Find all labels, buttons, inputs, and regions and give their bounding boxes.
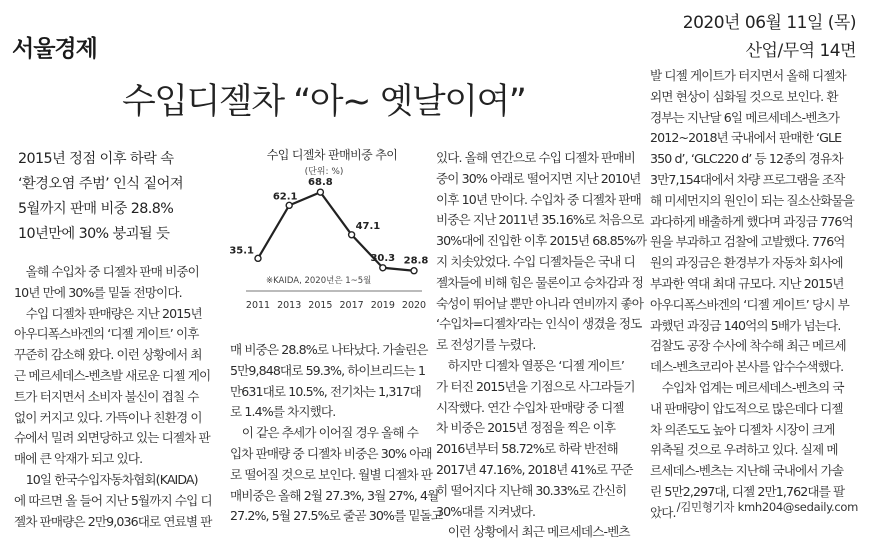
- article-line: 30%대를 지켜냈다.: [436, 503, 536, 519]
- chart-data-label: 35.1: [229, 245, 254, 257]
- article-line: 과다하게 배출하게 했다며 과징금 776억: [650, 213, 853, 229]
- chart-unit: (단위: %): [304, 167, 344, 177]
- article-line: 근 메르세데스-벤츠발 새로운 디젤 게이: [14, 367, 211, 383]
- article-line: 매비중은 올해 2월 27.3%, 3월 27%, 4월: [230, 487, 439, 503]
- chart-point: [380, 265, 386, 271]
- article-column-4: [650, 66, 860, 524]
- article-line: 지 치솟았었다. 수입 디젤차들은 국내 디: [436, 253, 635, 269]
- chart-data-label: 47.1: [355, 220, 381, 232]
- article-line: 30%대에 진입한 이후 2015년 68.85%까: [436, 233, 647, 249]
- chart-point: [317, 189, 323, 195]
- article-line: 차 의존도도 높아 디젤차 시장이 크게: [650, 421, 835, 437]
- article-line: 데스-벤츠코리아 본사를 압수수색했다.: [650, 359, 844, 375]
- chart-data-label: 30.3: [370, 252, 396, 264]
- article-line: 비중은 지난 2011년 35.16%로 처음으로: [436, 212, 644, 228]
- chart-x-tick-label: 2013: [277, 300, 302, 311]
- article-line: 검찰도 공장 수사에 착수해 최근 메르세: [650, 338, 846, 354]
- article-line: 이후 10년 만이다. 수입차 중 디젤차 판매: [436, 191, 641, 207]
- article-line: 이 같은 추세가 이어질 경우 올해 수: [230, 425, 419, 441]
- chart-source-note: ※KAIDA, 2020년은 1~5월: [266, 276, 372, 286]
- article-column-1: [14, 262, 222, 532]
- chart-x-tick-label: 2017: [339, 300, 364, 311]
- article-line: 부과한 역대 최대 규모다. 지난 2015년: [650, 275, 844, 291]
- article-line: 차 비중은 2015년 정점을 찍은 이후: [436, 420, 616, 436]
- article-line: 아우디폭스바겐의 ‘디젤 게이트’ 이후: [14, 326, 199, 342]
- article-line: 없이 커지고 있다. 가뜩이나 친환경 이: [14, 409, 202, 425]
- chart-data-label: 68.8: [308, 177, 333, 189]
- subheadline: [18, 147, 233, 247]
- article-line: ‘수입차=디젤차’라는 인식이 생겼을 정도: [436, 316, 642, 332]
- subhead-line: 2015년 정점 이후 하락 속: [18, 151, 174, 167]
- article-line: 린 5만2,297대, 디젤 2만1,762대를 팔: [650, 483, 845, 499]
- article-line: 있다. 올해 연간으로 수입 디젤차 판매비: [436, 150, 635, 165]
- article-line: 올해 수입차 중 디젤차 판매 비중이: [14, 264, 199, 279]
- article-line: 중이 30% 아래로 떨어지면 지난 2010년: [436, 170, 641, 186]
- article-line: 가 터진 2015년을 기점으로 사그라들기: [436, 378, 635, 394]
- masthead: 서울경제: [12, 36, 97, 62]
- article-line: 숙성이 뛰어날 뿐만 아니라 연비까지 좋아: [436, 295, 644, 311]
- article-line: 3만7,154대에서 차량 프로그램을 조작: [650, 171, 845, 187]
- article-line: 았다.: [650, 504, 676, 520]
- article-line: 10일 한국수입자동차협회(KAIDA): [14, 471, 198, 487]
- headline: 수입디젤차 “아~ 옛날이여”: [122, 82, 526, 122]
- chart-point: [255, 255, 261, 261]
- issue-date: 2020년 06월 11일 (목): [682, 13, 856, 33]
- subhead-line: 10년만에 30% 붕괴될 듯: [18, 226, 170, 242]
- subhead-line: ‘환경오염 주범’ 인식 짙어져: [18, 176, 184, 192]
- chart-point: [411, 268, 417, 274]
- article-line: 해 미세먼지의 원인이 되는 질소산화물을: [650, 192, 854, 208]
- article-line: 350 d’, ‘GLC220 d’ 등 12종의 경유차: [650, 151, 843, 167]
- chart-data-label: 62.1: [272, 191, 298, 203]
- article-column-2: [230, 340, 443, 527]
- article-line: 2017년 47.16%, 2018년 41%로 꾸준: [436, 461, 633, 477]
- article-line: 로 1.4%를 차지했다.: [230, 404, 336, 420]
- article-line: 위축될 것으로 우려하고 있다. 실제 메: [650, 442, 838, 458]
- article-line: 원을 부과하고 검찰에 고발했다. 776억: [650, 234, 845, 250]
- chart-x-tick-label: 2020: [401, 300, 427, 311]
- article-line: 히 떨어지다 지난해 30.33%로 간신히: [436, 482, 627, 498]
- article-line: 에 따르면 올 들어 지난 5월까지 수입 디: [14, 492, 212, 508]
- article-line: 27.2%, 5월 27.5%로 줄곧 30%를 밑돌고: [230, 508, 443, 524]
- chart-point: [286, 202, 292, 208]
- article-line: 입차 판매량 중 디젤차 비중은 30% 아래: [230, 445, 432, 461]
- article-line: 로 전성기를 누렸다.: [436, 337, 536, 353]
- article-line: 매에 큰 악재가 되고 있다.: [14, 451, 143, 467]
- article-line: 내 판매량이 압도적으로 많은데다 디젤: [650, 400, 843, 416]
- article-line: 젤차 판매량은 2만9,036대로 연료별 판: [14, 513, 212, 529]
- article-line: 젤차들에 비해 힘은 물론이고 승차감과 정: [436, 274, 644, 290]
- subhead-line: 5월까지 판매 비중 28.8%: [18, 201, 174, 217]
- article-line: 트가 터지면서 소비자 불신이 겹칠 수: [14, 388, 199, 404]
- article-line: 발 디젤 게이트가 터지면서 올해 디젤차: [650, 68, 846, 83]
- article-line: 2012~2018년 국내에서 판매한 ‘GLE: [650, 130, 842, 146]
- article-line: 만631대로 10.5%, 전기차는 1,317대: [230, 383, 421, 399]
- article-line: 원의 과징금은 환경부가 자동차 회사에: [650, 255, 843, 271]
- article-line: 아우디폭스바겐의 ‘디젤 게이트’ 당시 부: [650, 296, 849, 312]
- article-line: 매 비중은 28.8%로 나타났다. 가솔린은: [230, 342, 428, 357]
- diesel-share-chart: [229, 140, 432, 320]
- article-line: 슈에서 밀려 외면당하고 있는 디젤차 판: [14, 430, 210, 446]
- article-line: 2016년부터 58.72%로 하락 반전해: [436, 441, 618, 457]
- article-line: 수입 디젤차 판매량은 지난 2015년: [14, 305, 202, 321]
- article-line: 시작했다. 연간 수입차 판매량 중 디젤: [436, 399, 624, 415]
- article-line: 하지만 디젤차 열풍은 ‘디젤 게이트’: [436, 357, 625, 373]
- chart-title: 수입 디젤차 판매비중 추이: [266, 148, 398, 162]
- article-line: 로 떨어질 것으로 보인다. 월별 디젤차 판: [230, 466, 432, 482]
- section-page: 산업/무역 14면: [745, 41, 856, 61]
- chart-x-tick-label: 2011: [245, 300, 271, 311]
- article-line: 르세데스-벤츠는 지난해 국내에서 가솔: [650, 463, 844, 479]
- article-line: 이런 상황에서 최근 메르세데스-벤츠: [436, 524, 630, 540]
- article-line: 5만9,848대로 59.3%, 하이브리드는 1: [230, 362, 426, 378]
- chart-data-label: 28.8: [403, 255, 429, 267]
- article-line: 꾸준히 감소해 왔다. 이런 상황에서 최: [14, 347, 202, 363]
- article-line: 외면 현상이 심화될 것으로 보인다. 환: [650, 88, 838, 104]
- article-column-3: [436, 148, 647, 543]
- chart-point: [349, 232, 355, 238]
- chart-x-tick-label: 2015: [308, 300, 333, 311]
- byline: /김민형기자 kmh204@sedaily.com: [676, 500, 858, 514]
- article-line: 10년 만에 30%를 밑돌 전망이다.: [14, 284, 182, 300]
- article-line: 경부는 지난달 6일 메르세데스-벤츠가: [650, 109, 840, 125]
- article-line: 수입차 업계는 메르세데스-벤츠의 국: [650, 379, 844, 395]
- article-line: 과했던 과징금 140억의 5배가 넘는다.: [650, 317, 841, 333]
- chart-x-tick-label: 2019: [370, 300, 395, 311]
